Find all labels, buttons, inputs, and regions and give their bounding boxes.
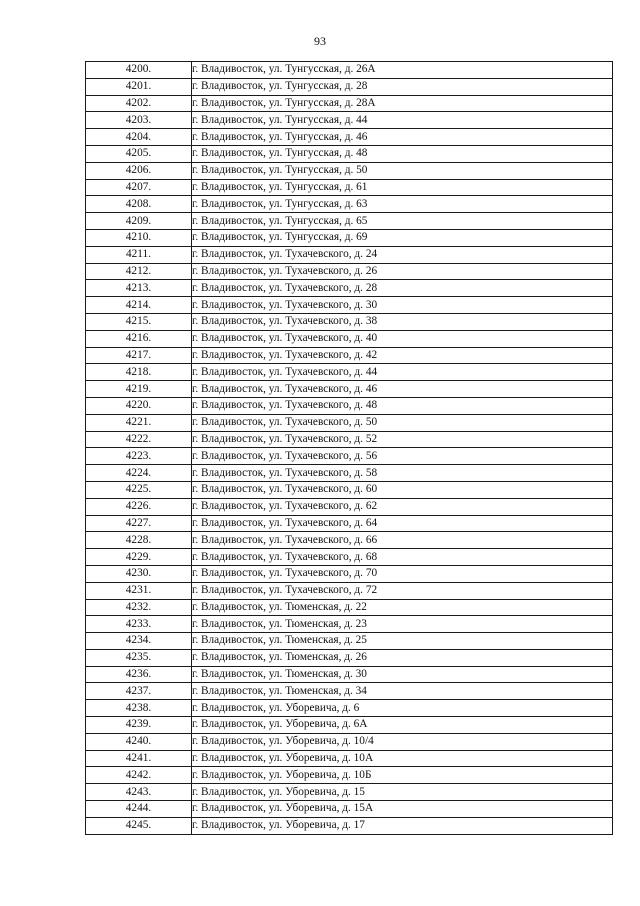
address-cell: г. Владивосток, ул. Тухачевского, д. 56 (192, 448, 613, 465)
table-row (86, 666, 613, 683)
row-number-cell: 4229. (86, 549, 192, 566)
table-row (86, 683, 613, 700)
table-row (86, 414, 613, 431)
table-row (86, 448, 613, 465)
table-row (86, 431, 613, 448)
table-row (86, 532, 613, 549)
row-number-cell: 4238. (86, 700, 192, 717)
table-row (86, 78, 613, 95)
page-number: 93 (314, 34, 326, 48)
address-cell: г. Владивосток, ул. Тунгусская, д. 65 (192, 213, 613, 230)
address-cell: г. Владивосток, ул. Тухачевского, д. 58 (192, 465, 613, 482)
row-number-cell: 4227. (86, 515, 192, 532)
table-row (86, 599, 613, 616)
row-number-cell: 4208. (86, 196, 192, 213)
row-number-cell: 4212. (86, 263, 192, 280)
address-cell: г. Владивосток, ул. Тунгусская, д. 61 (192, 179, 613, 196)
table-row (86, 767, 613, 784)
row-number-cell: 4204. (86, 129, 192, 146)
row-number-cell: 4220. (86, 397, 192, 414)
row-number-cell: 4234. (86, 633, 192, 650)
table-row (86, 196, 613, 213)
table-row (86, 481, 613, 498)
row-number-cell: 4245. (86, 817, 192, 834)
table-row (86, 784, 613, 801)
address-cell: г. Владивосток, ул. Тюменская, д. 30 (192, 666, 613, 683)
address-cell: г. Владивосток, ул. Уборевича, д. 6А (192, 717, 613, 734)
row-number-cell: 4214. (86, 297, 192, 314)
table-row (86, 582, 613, 599)
address-cell: г. Владивосток, ул. Тухачевского, д. 42 (192, 347, 613, 364)
table-row (86, 616, 613, 633)
address-cell: г. Владивосток, ул. Тухачевского, д. 60 (192, 481, 613, 498)
address-cell: г. Владивосток, ул. Тунгусская, д. 28А (192, 95, 613, 112)
row-number-cell: 4228. (86, 532, 192, 549)
table-row (86, 498, 613, 515)
address-cell: г. Владивосток, ул. Тухачевского, д. 62 (192, 498, 613, 515)
table-row (86, 649, 613, 666)
row-number-cell: 4236. (86, 666, 192, 683)
row-number-cell: 4232. (86, 599, 192, 616)
table-row (86, 213, 613, 230)
address-cell: г. Владивосток, ул. Тухачевского, д. 38 (192, 313, 613, 330)
address-cell: г. Владивосток, ул. Тухачевского, д. 70 (192, 565, 613, 582)
row-number-cell: 4235. (86, 649, 192, 666)
address-cell: г. Владивосток, ул. Тухачевского, д. 26 (192, 263, 613, 280)
address-cell: г. Владивосток, ул. Тюменская, д. 22 (192, 599, 613, 616)
table-row (86, 801, 613, 818)
table-row (86, 549, 613, 566)
address-cell: г. Владивосток, ул. Тухачевского, д. 24 (192, 246, 613, 263)
table-row (86, 145, 613, 162)
row-number-cell: 4209. (86, 213, 192, 230)
row-number-cell: 4243. (86, 784, 192, 801)
row-number-cell: 4218. (86, 364, 192, 381)
address-table-body (86, 62, 613, 835)
address-cell: г. Владивосток, ул. Тунгусская, д. 28 (192, 78, 613, 95)
row-number-cell: 4213. (86, 280, 192, 297)
table-row (86, 381, 613, 398)
table-row (86, 733, 613, 750)
address-cell: г. Владивосток, ул. Тухачевского, д. 30 (192, 297, 613, 314)
row-number-cell: 4221. (86, 414, 192, 431)
table-row (86, 817, 613, 834)
row-number-cell: 4226. (86, 498, 192, 515)
row-number-cell: 4202. (86, 95, 192, 112)
address-cell: г. Владивосток, ул. Тухачевского, д. 64 (192, 515, 613, 532)
address-cell: г. Владивосток, ул. Тунгусская, д. 46 (192, 129, 613, 146)
table-row (86, 397, 613, 414)
table-row (86, 246, 613, 263)
address-cell: г. Владивосток, ул. Тунгусская, д. 50 (192, 162, 613, 179)
row-number-cell: 4207. (86, 179, 192, 196)
row-number-cell: 4201. (86, 78, 192, 95)
address-cell: г. Владивосток, ул. Тухачевского, д. 68 (192, 549, 613, 566)
address-cell: г. Владивосток, ул. Тунгусская, д. 44 (192, 112, 613, 129)
row-number-cell: 4203. (86, 112, 192, 129)
row-number-cell: 4222. (86, 431, 192, 448)
row-number-cell: 4240. (86, 733, 192, 750)
table-row (86, 297, 613, 314)
address-cell: г. Владивосток, ул. Уборевича, д. 10Б (192, 767, 613, 784)
row-number-cell: 4241. (86, 750, 192, 767)
address-cell: г. Владивосток, ул. Тухачевского, д. 46 (192, 381, 613, 398)
table-row (86, 313, 613, 330)
address-cell: г. Владивосток, ул. Уборевича, д. 10А (192, 750, 613, 767)
row-number-cell: 4239. (86, 717, 192, 734)
address-cell: г. Владивосток, ул. Тунгусская, д. 26А (192, 62, 613, 79)
address-cell: г. Владивосток, ул. Тухачевского, д. 48 (192, 397, 613, 414)
table-row (86, 95, 613, 112)
address-cell: г. Владивосток, ул. Тухачевского, д. 72 (192, 582, 613, 599)
address-cell: г. Владивосток, ул. Тунгусская, д. 48 (192, 145, 613, 162)
address-cell: г. Владивосток, ул. Тухачевского, д. 40 (192, 330, 613, 347)
table-row (86, 112, 613, 129)
address-cell: г. Владивосток, ул. Тухачевского, д. 28 (192, 280, 613, 297)
table-row (86, 700, 613, 717)
address-cell: г. Владивосток, ул. Уборевича, д. 15 (192, 784, 613, 801)
table-row (86, 263, 613, 280)
table-row (86, 347, 613, 364)
address-cell: г. Владивосток, ул. Тунгусская, д. 69 (192, 229, 613, 246)
address-cell: г. Владивосток, ул. Тухачевского, д. 44 (192, 364, 613, 381)
row-number-cell: 4242. (86, 767, 192, 784)
address-cell: г. Владивосток, ул. Тунгусская, д. 63 (192, 196, 613, 213)
address-table (85, 61, 613, 835)
row-number-cell: 4233. (86, 616, 192, 633)
address-cell: г. Владивосток, ул. Уборевича, д. 6 (192, 700, 613, 717)
table-row (86, 229, 613, 246)
address-cell: г. Владивосток, ул. Тюменская, д. 34 (192, 683, 613, 700)
row-number-cell: 4231. (86, 582, 192, 599)
table-row (86, 330, 613, 347)
table-row (86, 179, 613, 196)
row-number-cell: 4230. (86, 565, 192, 582)
row-number-cell: 4205. (86, 145, 192, 162)
table-row (86, 62, 613, 79)
row-number-cell: 4206. (86, 162, 192, 179)
row-number-cell: 4224. (86, 465, 192, 482)
table-row (86, 280, 613, 297)
table-row (86, 129, 613, 146)
table-row (86, 633, 613, 650)
row-number-cell: 4216. (86, 330, 192, 347)
table-row (86, 364, 613, 381)
address-cell: г. Владивосток, ул. Тухачевского, д. 50 (192, 414, 613, 431)
row-number-cell: 4210. (86, 229, 192, 246)
address-cell: г. Владивосток, ул. Тухачевского, д. 52 (192, 431, 613, 448)
address-cell: г. Владивосток, ул. Уборевича, д. 15А (192, 801, 613, 818)
row-number-cell: 4244. (86, 801, 192, 818)
address-cell: г. Владивосток, ул. Тюменская, д. 23 (192, 616, 613, 633)
row-number-cell: 4211. (86, 246, 192, 263)
address-cell: г. Владивосток, ул. Уборевича, д. 10/4 (192, 733, 613, 750)
address-cell: г. Владивосток, ул. Тухачевского, д. 66 (192, 532, 613, 549)
address-cell: г. Владивосток, ул. Тюменская, д. 25 (192, 633, 613, 650)
address-cell: г. Владивосток, ул. Уборевича, д. 17 (192, 817, 613, 834)
row-number-cell: 4215. (86, 313, 192, 330)
table-row (86, 162, 613, 179)
row-number-cell: 4217. (86, 347, 192, 364)
table-row (86, 750, 613, 767)
row-number-cell: 4223. (86, 448, 192, 465)
table-row (86, 565, 613, 582)
table-row (86, 515, 613, 532)
table-row (86, 717, 613, 734)
row-number-cell: 4219. (86, 381, 192, 398)
table-row (86, 465, 613, 482)
address-cell: г. Владивосток, ул. Тюменская, д. 26 (192, 649, 613, 666)
row-number-cell: 4200. (86, 62, 192, 79)
row-number-cell: 4237. (86, 683, 192, 700)
row-number-cell: 4225. (86, 481, 192, 498)
